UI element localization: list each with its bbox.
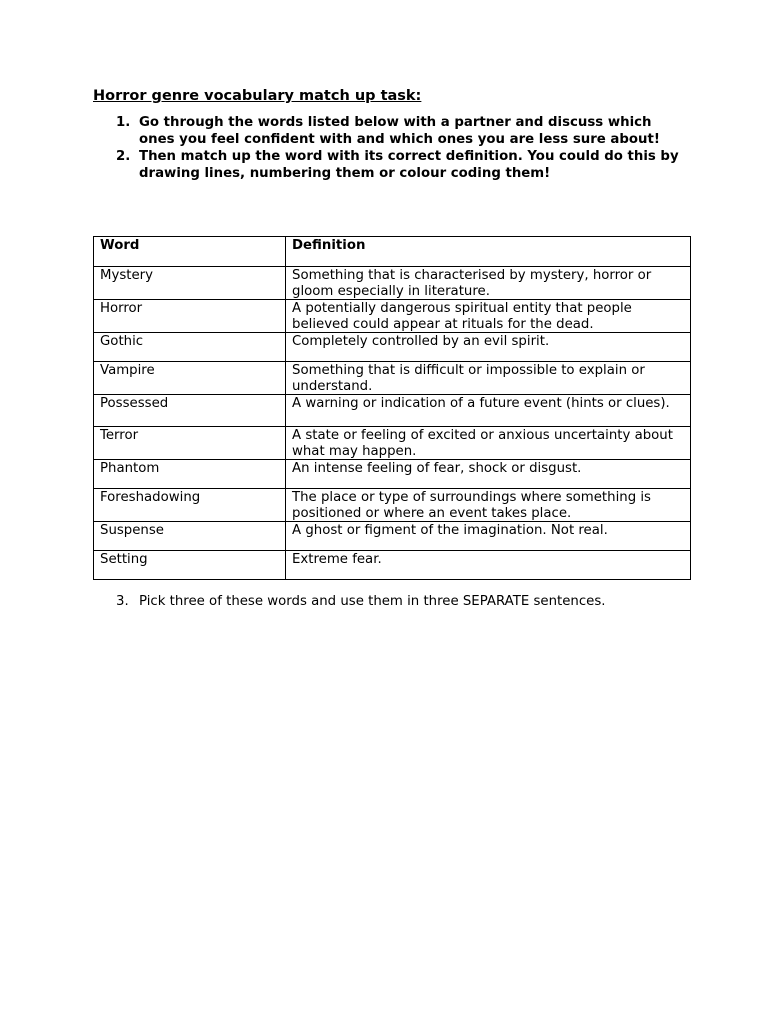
page-title: Horror genre vocabulary match up task: bbox=[93, 88, 422, 104]
instruction-text: Go through the words listed below with a partner and discuss which ones you feel confident with and which ones you are less sure about! bbox=[139, 115, 660, 147]
instruction-number: 1. bbox=[116, 115, 131, 130]
definition-cell: The place or type of surroundings where something is positioned or where an event takes place. bbox=[286, 489, 691, 522]
word-cell: Gothic bbox=[94, 333, 286, 362]
table-header-row bbox=[94, 237, 691, 267]
definition-cell: Something that is characterised by mystery, horror or gloom especially in literature. bbox=[286, 267, 691, 300]
instruction-item-1 bbox=[93, 115, 683, 148]
instruction-item-2 bbox=[93, 149, 683, 182]
table-row bbox=[94, 522, 691, 551]
definition-cell: Something that is difficult or impossible to explain or understand. bbox=[286, 362, 691, 395]
definition-cell: A potentially dangerous spiritual entity that people believed could appear at rituals for the dead. bbox=[286, 300, 691, 333]
word-cell: Foreshadowing bbox=[94, 489, 286, 522]
definition-cell: Completely controlled by an evil spirit. bbox=[286, 333, 691, 362]
table-row bbox=[94, 333, 691, 362]
definition-cell: A warning or indication of a future event (hints or clues). bbox=[286, 395, 691, 427]
word-cell: Horror bbox=[94, 300, 286, 333]
word-cell: Mystery bbox=[94, 267, 286, 300]
table-row bbox=[94, 267, 691, 300]
word-cell: Possessed bbox=[94, 395, 286, 427]
word-cell: Setting bbox=[94, 551, 286, 580]
table-row bbox=[94, 362, 691, 395]
word-cell: Vampire bbox=[94, 362, 286, 395]
definition-cell: Extreme fear. bbox=[286, 551, 691, 580]
definition-cell: A ghost or figment of the imagination. Not real. bbox=[286, 522, 691, 551]
word-cell: Phantom bbox=[94, 460, 286, 489]
table-row bbox=[94, 300, 691, 333]
definition-cell: A state or feeling of excited or anxious uncertainty about what may happen. bbox=[286, 427, 691, 460]
instructions-list bbox=[93, 115, 683, 183]
task3-list bbox=[93, 594, 713, 611]
vocabulary-table bbox=[93, 236, 691, 580]
table-row bbox=[94, 427, 691, 460]
table-row bbox=[94, 395, 691, 427]
definition-cell: An intense feeling of fear, shock or disgust. bbox=[286, 460, 691, 489]
task3-number: 3. bbox=[116, 594, 129, 609]
task3-text: Pick three of these words and use them in three SEPARATE sentences. bbox=[139, 594, 606, 609]
header-definition: Definition bbox=[286, 237, 691, 267]
word-cell: Suspense bbox=[94, 522, 286, 551]
header-word: Word bbox=[94, 237, 286, 267]
table-row bbox=[94, 551, 691, 580]
table-row bbox=[94, 489, 691, 522]
table-row bbox=[94, 460, 691, 489]
instruction-text: Then match up the word with its correct definition. You could do this by drawing lines, numbering them or colour coding them! bbox=[139, 149, 679, 181]
instruction-number: 2. bbox=[116, 149, 131, 164]
task3-item bbox=[93, 594, 713, 611]
word-cell: Terror bbox=[94, 427, 286, 460]
